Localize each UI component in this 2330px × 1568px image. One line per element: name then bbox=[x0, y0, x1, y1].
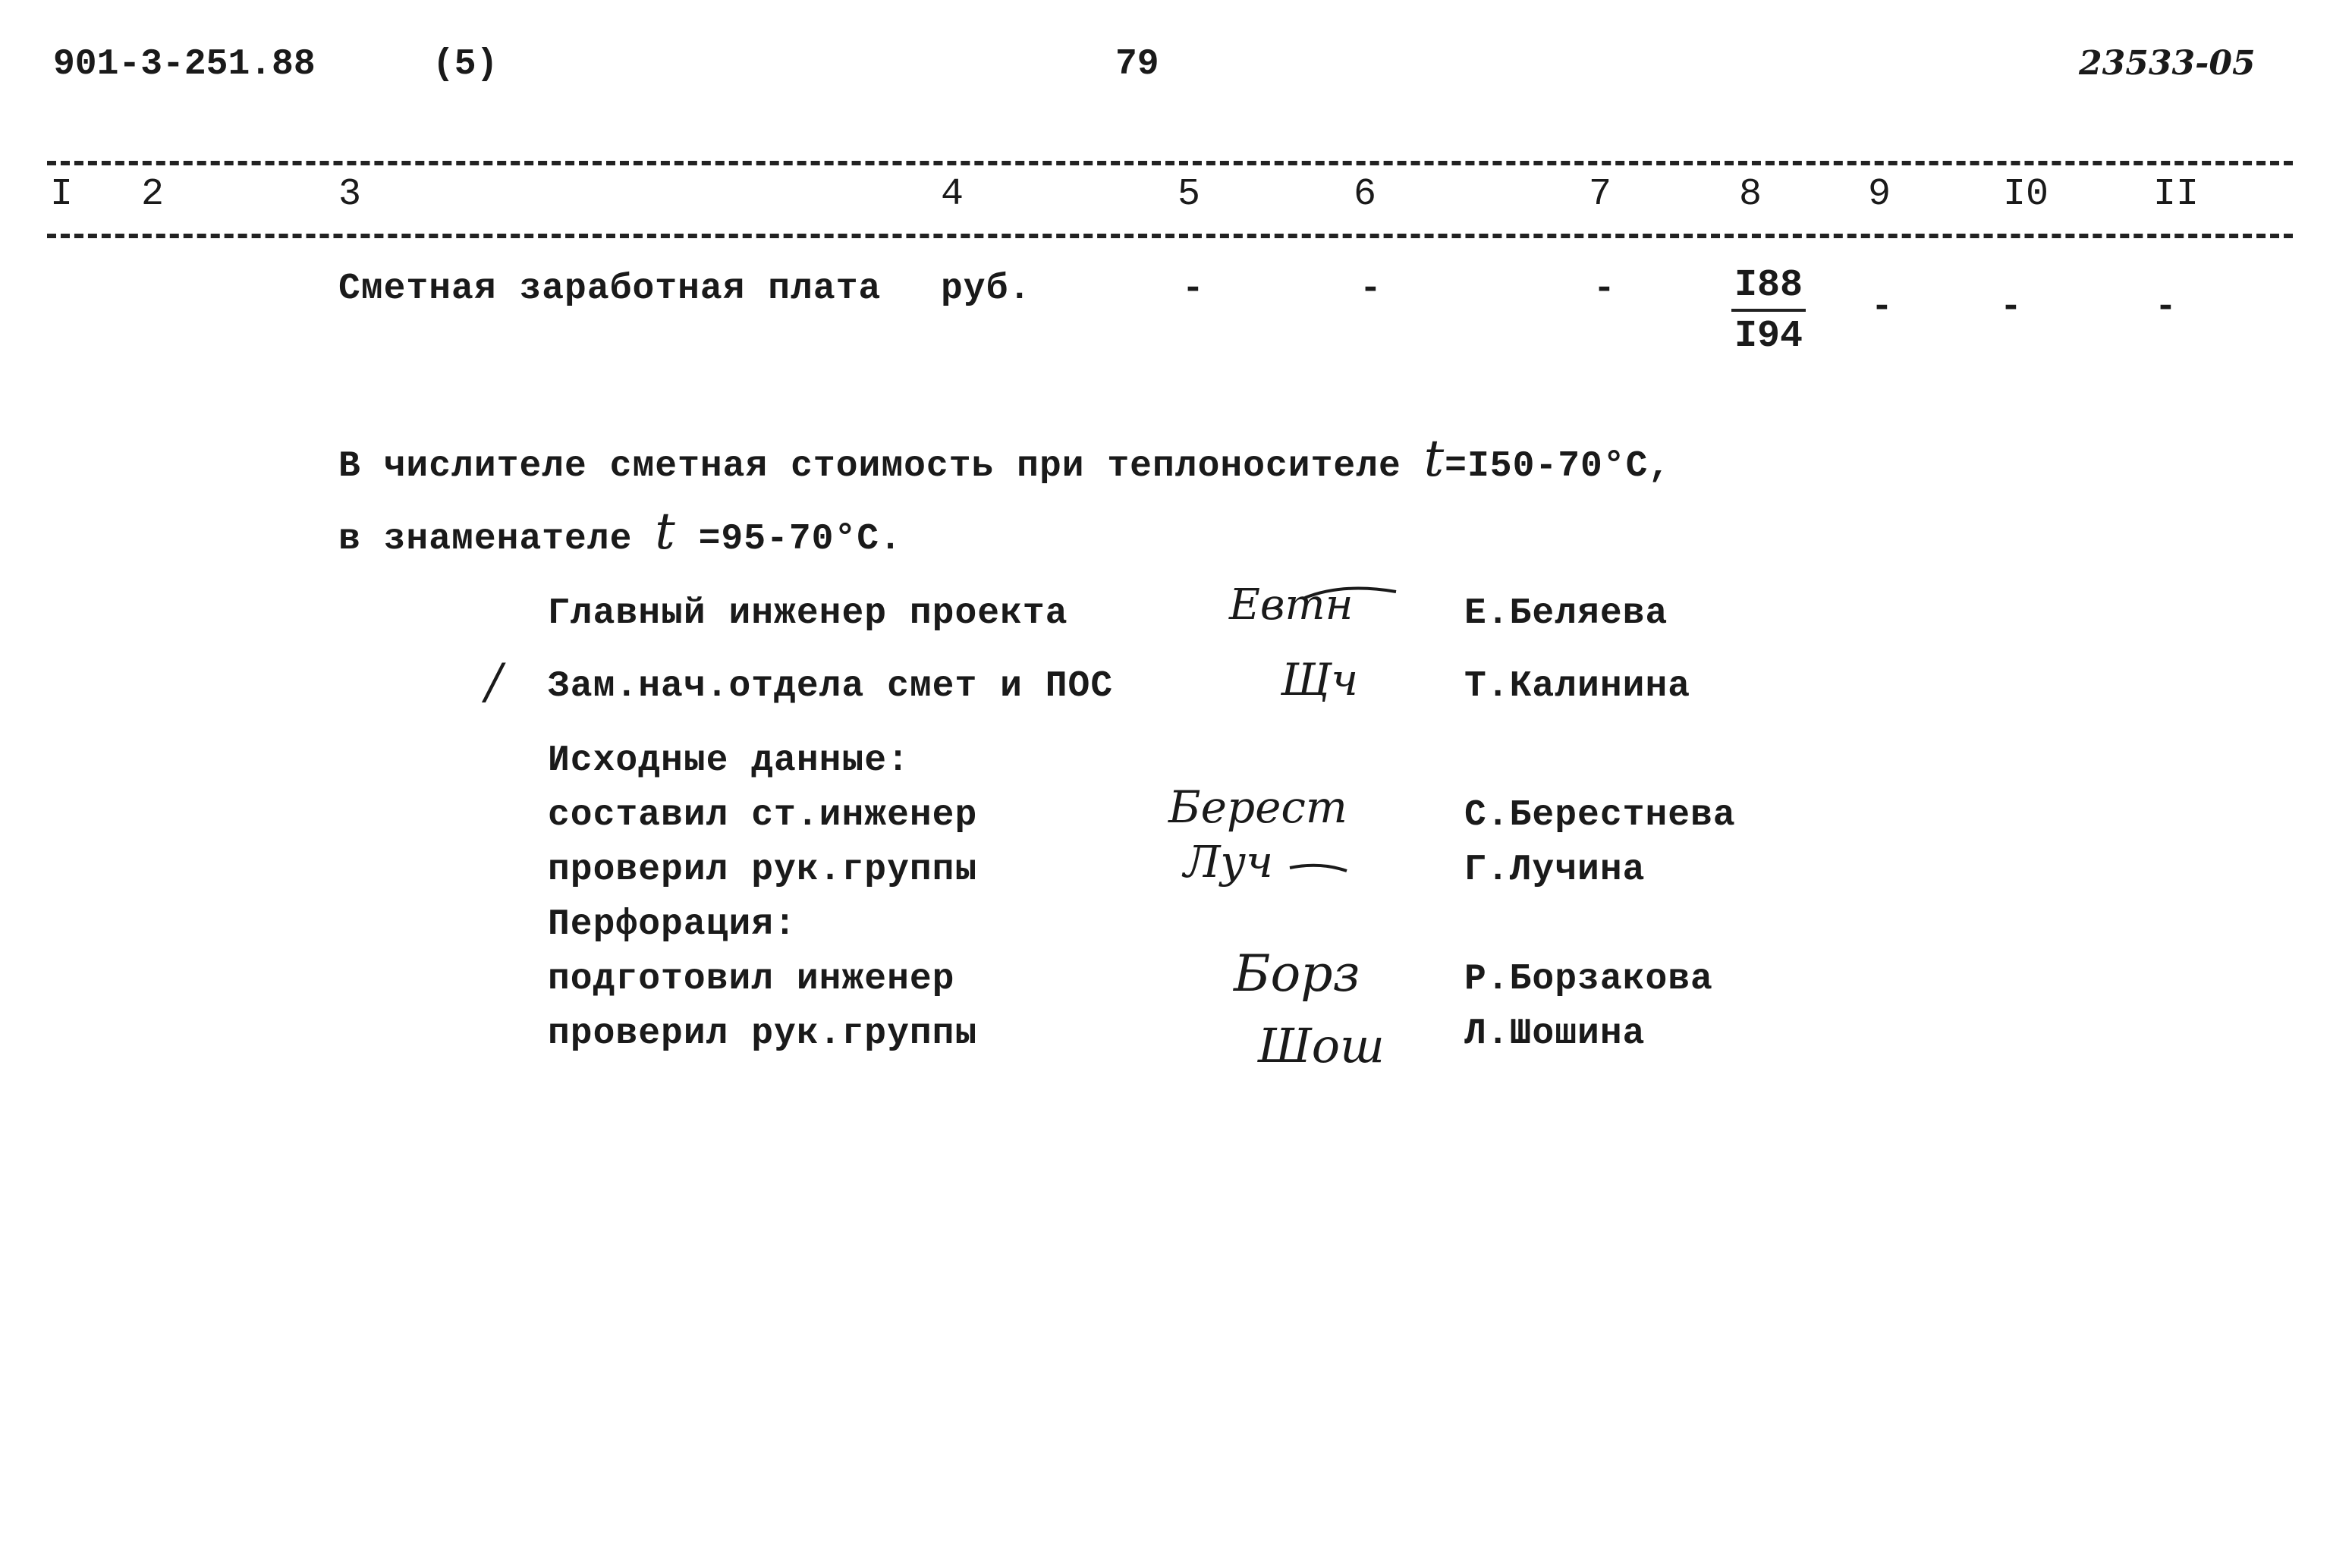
cell-col6: - bbox=[1360, 269, 1382, 310]
temperature-symbol: t bbox=[1423, 429, 1445, 488]
signature-2 bbox=[1275, 652, 1388, 713]
table-top-rule bbox=[47, 161, 2293, 165]
cell-col8-numerator: I88 bbox=[1731, 264, 1806, 312]
temperature-symbol: t bbox=[655, 502, 676, 561]
signature-4 bbox=[1176, 834, 1366, 895]
page-number: 79 bbox=[1115, 44, 1159, 85]
column-number: 4 bbox=[941, 173, 964, 216]
signatory-name: Г.Лучина bbox=[1464, 850, 1646, 891]
column-number: 2 bbox=[141, 173, 165, 216]
signature-6 bbox=[1252, 1009, 1419, 1085]
signature-label: составил ст.инженер bbox=[548, 795, 978, 836]
signature-label: проверил рук.группы bbox=[548, 850, 978, 891]
cell-col8-fraction bbox=[1731, 264, 1806, 358]
svg-text:Берест: Берест bbox=[1168, 781, 1347, 833]
document-code: 901-3-251.88 bbox=[53, 44, 316, 85]
cell-col5: - bbox=[1182, 269, 1205, 310]
signature-label: подготовил инженер bbox=[548, 959, 955, 1000]
column-number: 7 bbox=[1589, 173, 1612, 216]
column-number: 9 bbox=[1868, 173, 1891, 216]
row-unit: руб. bbox=[941, 269, 1032, 310]
signatory-name: Р.Борзакова bbox=[1464, 959, 1713, 1000]
signature-5 bbox=[1229, 938, 1411, 1013]
signature-3 bbox=[1161, 778, 1404, 839]
cell-col10: - bbox=[2000, 287, 2023, 328]
part-number: (5) bbox=[432, 44, 498, 85]
section-heading: Исходные данные: bbox=[548, 740, 910, 781]
note-line-2 bbox=[338, 502, 902, 561]
note-line-1-value: =I50-70°C, bbox=[1445, 446, 1671, 487]
column-number: 5 bbox=[1178, 173, 1201, 216]
column-number: I0 bbox=[2003, 173, 2049, 216]
archive-number: 23533-05 bbox=[2079, 44, 2256, 83]
cell-col9: - bbox=[1871, 287, 1894, 328]
svg-text:Шош: Шош bbox=[1258, 1018, 1385, 1073]
signature-label: Зам.нач.отдела смет и ПОС bbox=[548, 666, 1114, 707]
note-line-1-prefix: В числителе сметная стоимость при теплоносителе bbox=[338, 446, 1401, 487]
signature-1 bbox=[1222, 575, 1411, 636]
row-name: Сметная заработная плата bbox=[338, 269, 882, 310]
column-number: II bbox=[2153, 173, 2200, 216]
column-number: 6 bbox=[1354, 173, 1377, 216]
column-number: 3 bbox=[338, 173, 362, 216]
note-line-1 bbox=[338, 429, 1671, 488]
signatory-name: Е.Беляева bbox=[1464, 593, 1668, 634]
margin-mark: / bbox=[486, 654, 502, 710]
svg-text:Борз: Борз bbox=[1234, 944, 1360, 1003]
note-line-2-prefix: в знаменателе bbox=[338, 519, 633, 560]
signatory-name: С.Берестнева bbox=[1464, 795, 1736, 836]
signature-label: Главный инженер проекта bbox=[548, 593, 1068, 634]
svg-text:Евтн: Евтн bbox=[1229, 580, 1354, 630]
cell-col8-denominator: I94 bbox=[1734, 315, 1803, 358]
svg-text:Луч: Луч bbox=[1184, 836, 1274, 888]
table-header-rule bbox=[47, 234, 2293, 238]
section-heading: Перфорация: bbox=[548, 904, 797, 945]
signatory-name: Т.Калинина bbox=[1464, 666, 1691, 707]
column-number: 8 bbox=[1739, 173, 1762, 216]
signature-label: проверил рук.группы bbox=[548, 1013, 978, 1054]
svg-text:Щч: Щч bbox=[1281, 654, 1359, 705]
cell-col7: - bbox=[1593, 269, 1616, 310]
column-number: I bbox=[50, 173, 74, 216]
cell-col11: - bbox=[2155, 287, 2177, 328]
signatory-name: Л.Шошина bbox=[1464, 1013, 1646, 1054]
note-line-2-value: =95-70°C. bbox=[698, 519, 902, 560]
